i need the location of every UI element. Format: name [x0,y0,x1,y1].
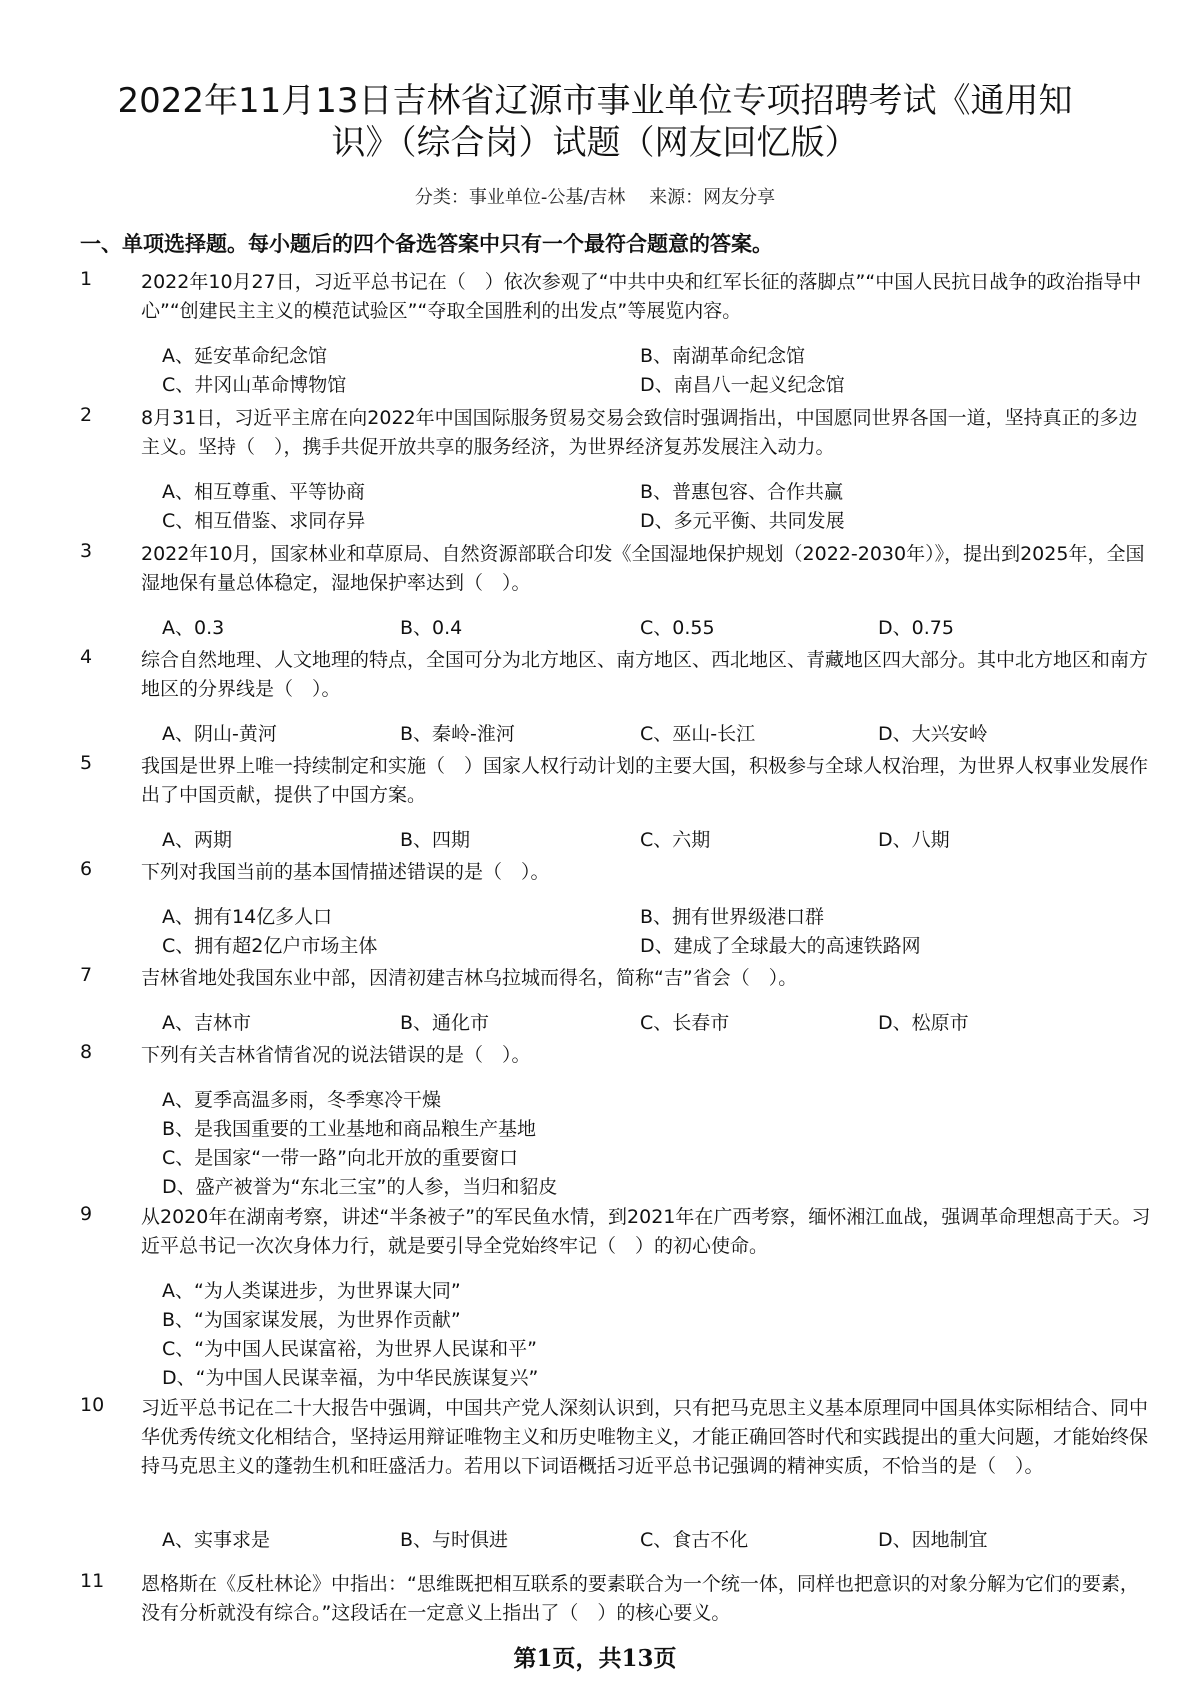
document-title [60,80,1130,164]
option-c: C、是国家“一带一路”向北开放的重要窗口 [162,1147,518,1169]
question-number: 3 [80,540,93,562]
question-number: 5 [80,752,93,774]
section-heading: 一、单项选择题。每小题后的四个备选答案中只有一个最符合题意的答案。 [80,232,773,256]
option-c: C、0.55 [640,617,715,639]
option-b: B、是我国重要的工业基地和商品粮生产基地 [162,1118,537,1140]
option-c: C、六期 [640,829,711,851]
option-b: B、南湖革命纪念馆 [640,345,806,367]
option-b: B、通化市 [400,1012,490,1034]
option-d: D、“为中国人民谋幸福，为中华民族谋复兴” [162,1367,539,1389]
option-c: C、巫山-长江 [640,723,756,745]
question-text: 吉林省地处我国东业中部，因清初建吉林乌拉城而得名，简称“吉”省会（ ）。 [141,967,798,989]
question-number: 8 [80,1041,93,1063]
question-number: 1 [80,268,93,290]
question-text: 2022年10月27日，习近平总书记在（ ）依次参观了“中共中央和红军长征的落脚点”“中国人民抗日战争的政治指导中心”“创建民主主义的模范试验区”“夺取全国胜利的出发点”等展览内容。 [141,271,1142,322]
option-a: A、拥有14亿多人口 [162,906,333,928]
option-b: B、四期 [400,829,471,851]
option-a: A、阴山-黄河 [162,723,277,745]
title-line-2: 识》（综合岗）试题（网友回忆版） [331,123,859,163]
question-text: 下列有关吉林省情省况的说法错误的是（ ）。 [141,1044,531,1066]
question-number: 4 [80,646,93,668]
document-meta [0,183,1190,209]
option-b: B、“为国家谋发展，为世界作贡献” [162,1309,461,1331]
title-line-1: 2022年11月13日吉林省辽源市事业单位专项招聘考试《通用知 [117,81,1073,121]
option-c: C、“为中国人民谋富裕，为世界人民谋和平” [162,1338,537,1360]
question-number: 6 [80,858,93,880]
question-number: 7 [80,964,93,986]
option-c: C、长春市 [640,1012,730,1034]
question-text: 习近平总书记在二十大报告中强调，中国共产党人深刻认识到，只有把马克思主义基本原理同中国具体实际相结合、同中华优秀传统文化相结合，坚持运用辩证唯物主义和历史唯物主义，才能正确回答时代和实践提出的重大问题，才能始终保持马克思主义的蓬勃生机和旺盛活力。若用以下词语概括习近平总书记强调的精神实质，不恰当的是（ ）。 [141,1397,1149,1477]
option-a: A、吉林市 [162,1012,251,1034]
option-c: C、相互借鉴、求同存异 [162,510,366,532]
question-text: 综合自然地理、人文地理的特点，全国可分为北方地区、南方地区、西北地区、青藏地区四大部分。其中北方地区和南方地区的分界线是（ ）。 [141,649,1149,700]
question-text: 2022年10月，国家林业和草原局、自然资源部联合印发《全国湿地保护规划（2022-2030年）》，提出到2025年，全国湿地保有量总体稳定，湿地保护率达到（ ）。 [141,543,1145,594]
option-c: C、拥有超2亿户市场主体 [162,935,378,957]
option-d: D、因地制宜 [878,1529,988,1551]
option-b: B、与时俱进 [400,1529,509,1551]
option-c: C、井冈山革命博物馆 [162,374,347,396]
option-d: D、松原市 [878,1012,969,1034]
option-a: A、相互尊重、平等协商 [162,481,365,503]
option-a: A、两期 [162,829,232,851]
question-number: 9 [80,1203,93,1225]
option-a: A、夏季高温多雨，冬季寒冷干燥 [162,1089,441,1111]
option-a: A、0.3 [162,617,225,639]
option-b: B、普惠包容、合作共赢 [640,481,844,503]
option-d: D、八期 [878,829,950,851]
option-d: D、多元平衡、共同发展 [640,510,845,532]
option-a: A、实事求是 [162,1529,270,1551]
category-label: 分类：事业单位-公基/吉林 [414,187,626,208]
option-b: B、0.4 [400,617,463,639]
option-a: A、延安革命纪念馆 [162,345,327,367]
question-text: 下列对我国当前的基本国情描述错误的是（ ）。 [141,861,550,883]
question-number: 11 [80,1570,105,1592]
question-text: 我国是世界上唯一持续制定和实施（ ）国家人权行动计划的主要大国，积极参与全球人权治理，为世界人权事业发展作出了中国贡献，提供了中国方案。 [141,755,1149,806]
option-d: D、0.75 [878,617,954,639]
option-c: C、食古不化 [640,1529,749,1551]
question-text: 8月31日，习近平主席在向2022年中国国际服务贸易交易会致信时强调指出，中国愿同世界各国一道，坚持真正的多边主义。坚持（ ），携手共促开放共享的服务经济，为世界经济复苏发展注入动力。 [141,407,1138,458]
question-number: 10 [80,1394,105,1416]
option-b: B、拥有世界级港口群 [640,906,825,928]
option-d: D、建成了全球最大的高速铁路网 [640,935,921,957]
source-label: 来源：网友分享 [649,187,776,208]
question-text: 从2020年在湖南考察，讲述“半条被子”的军民鱼水情，到2021年在广西考察，缅怀湘江血战，强调革命理想高于天。习近平总书记一次次身体力行，就是要引导全党始终牢记（ ）的初心使命。 [141,1206,1151,1257]
option-b: B、秦岭-淮河 [400,723,515,745]
option-a: A、“为人类谋进步，为世界谋大同” [162,1280,461,1302]
option-d: D、大兴安岭 [878,723,988,745]
question-number: 2 [80,404,93,426]
question-text: 恩格斯在《反杜林论》中指出：“思维既把相互联系的要素联合为一个统一体，同样也把意识的对象分解为它们的要素，没有分析就没有综合。”这段话在一定意义上指出了（ ）的核心要义。 [141,1573,1139,1624]
option-d: D、盛产被誉为“东北三宝”的人参，当归和貂皮 [162,1176,558,1198]
option-d: D、南昌八一起义纪念馆 [640,374,845,396]
page-footer: 第1页，共13页 [513,1645,677,1672]
